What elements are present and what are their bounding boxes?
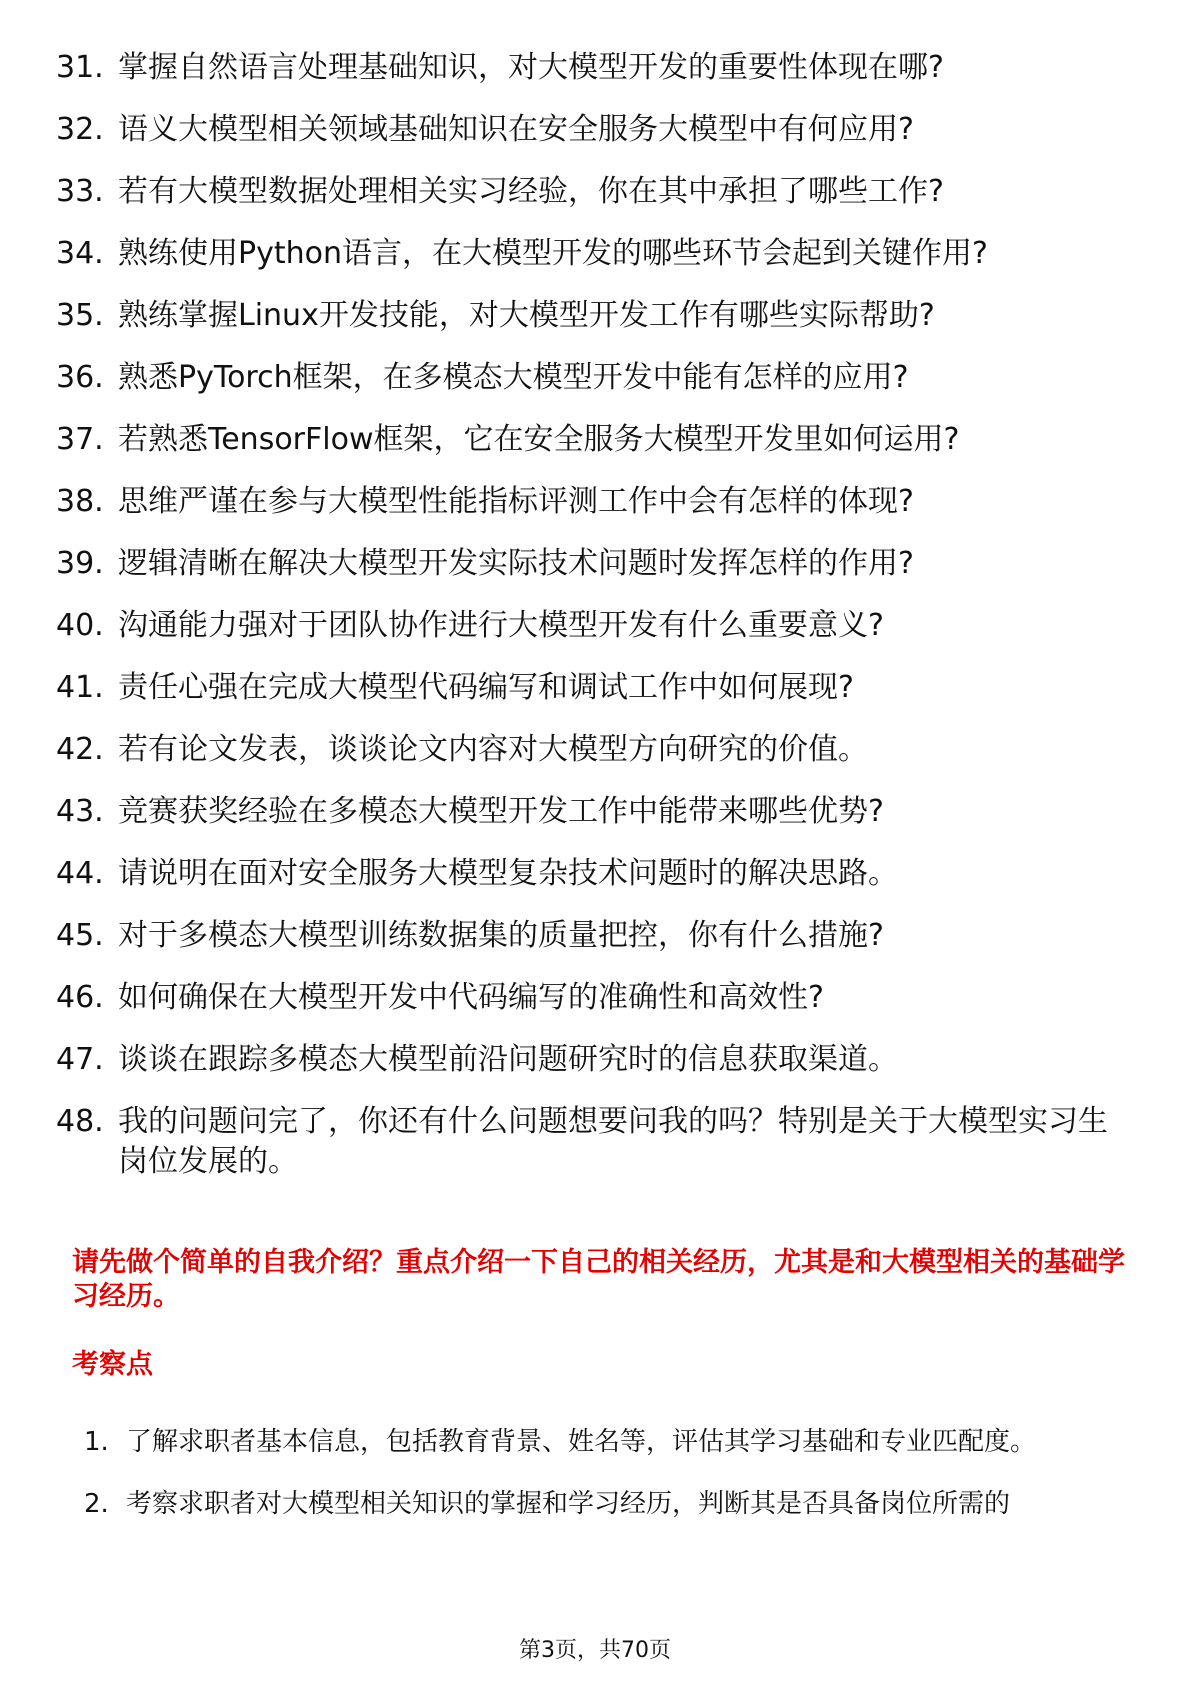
list-item: [56, 48, 1136, 88]
item-number: 34.: [56, 236, 104, 271]
item-text: 请说明在面对安全服务大模型复杂技术问题时的解决思路。: [118, 856, 898, 891]
item-text: 我的问题问完了，你还有什么问题想要问我的吗？特别是关于大模型实习生岗位发展的。: [118, 1104, 1108, 1179]
list-item: [56, 668, 1136, 708]
list-item: [56, 296, 1136, 336]
item-text: 责任心强在完成大模型代码编写和调试工作中如何展现?: [118, 670, 854, 705]
list-item: [56, 916, 1136, 956]
item-number: 42.: [56, 732, 104, 767]
item-text: 如何确保在大模型开发中代码编写的准确性和高效性?: [118, 980, 824, 1015]
list-item: [56, 234, 1136, 274]
item-text: 竞赛获奖经验在多模态大模型开发工作中能带来哪些优势?: [118, 794, 884, 829]
list-item: [56, 978, 1136, 1018]
list-item: [56, 172, 1136, 212]
item-text: 语义大模型相关领域基础知识在安全服务大模型中有何应用?: [118, 112, 914, 147]
item-number: 40.: [56, 608, 104, 643]
item-number: 2.: [84, 1489, 109, 1519]
item-text: 对于多模态大模型训练数据集的质量把控，你有什么措施?: [118, 918, 884, 953]
item-number: 45.: [56, 918, 104, 953]
item-text: 掌握自然语言处理基础知识，对大模型开发的重要性体现在哪?: [118, 50, 944, 85]
list-item: [56, 110, 1136, 150]
item-text: 了解求职者基本信息，包括教育背景、姓名等，评估其学习基础和专业匹配度。: [126, 1427, 1037, 1457]
list-item: [56, 358, 1136, 398]
item-number: 1.: [84, 1427, 109, 1457]
list-item: [56, 854, 1136, 894]
item-number: 46.: [56, 980, 104, 1015]
section-subheading: 考察点: [72, 1349, 153, 1380]
item-number: 36.: [56, 360, 104, 395]
item-number: 38.: [56, 484, 104, 519]
item-number: 39.: [56, 546, 104, 581]
item-text: 逻辑清晰在解决大模型开发实际技术问题时发挥怎样的作用?: [118, 546, 914, 581]
item-text: 若熟悉TensorFlow框架，它在安全服务大模型开发里如何运用?: [118, 422, 960, 457]
item-text: 若有大模型数据处理相关实习经验，你在其中承担了哪些工作?: [118, 174, 944, 209]
list-item: [56, 544, 1136, 584]
page-number: 第3页，共70页: [519, 1638, 671, 1663]
item-number: 41.: [56, 670, 104, 705]
list-item: [84, 1414, 1124, 1470]
list-item: [84, 1476, 1124, 1532]
assessment-points: [84, 1414, 1124, 1538]
item-number: 48.: [56, 1104, 104, 1139]
item-text: 若有论文发表，谈谈论文内容对大模型方向研究的价值。: [118, 732, 868, 767]
section-heading: 请先做个简单的自我介绍？重点介绍一下自己的相关经历，尤其是和大模型相关的基础学习经历。: [72, 1247, 1125, 1312]
item-text: 沟通能力强对于团队协作进行大模型开发有什么重要意义?: [118, 608, 884, 643]
item-number: 33.: [56, 174, 104, 209]
list-item: [56, 1040, 1136, 1080]
item-number: 47.: [56, 1042, 104, 1077]
list-item: [56, 792, 1136, 832]
item-text: 谈谈在跟踪多模态大模型前沿问题研究时的信息获取渠道。: [118, 1042, 898, 1077]
list-item: [56, 420, 1136, 460]
item-number: 43.: [56, 794, 104, 829]
list-item: [56, 482, 1136, 522]
item-number: 35.: [56, 298, 104, 333]
item-number: 32.: [56, 112, 104, 147]
list-item: [56, 1102, 1136, 1182]
item-text: 熟练使用Python语言，在大模型开发的哪些环节会起到关键作用?: [118, 236, 988, 271]
item-number: 37.: [56, 422, 104, 457]
item-number: 31.: [56, 50, 104, 85]
list-item: [56, 606, 1136, 646]
item-text: 熟练掌握Linux开发技能，对大模型开发工作有哪些实际帮助?: [118, 298, 935, 333]
item-text: 思维严谨在参与大模型性能指标评测工作中会有怎样的体现?: [118, 484, 914, 519]
item-text: 熟悉PyTorch框架，在多模态大模型开发中能有怎样的应用?: [118, 360, 909, 395]
item-text: 考察求职者对大模型相关知识的掌握和学习经历，判断其是否具备岗位所需的: [126, 1489, 1011, 1519]
list-item: [56, 730, 1136, 770]
item-number: 44.: [56, 856, 104, 891]
question-list: [56, 48, 1136, 1204]
